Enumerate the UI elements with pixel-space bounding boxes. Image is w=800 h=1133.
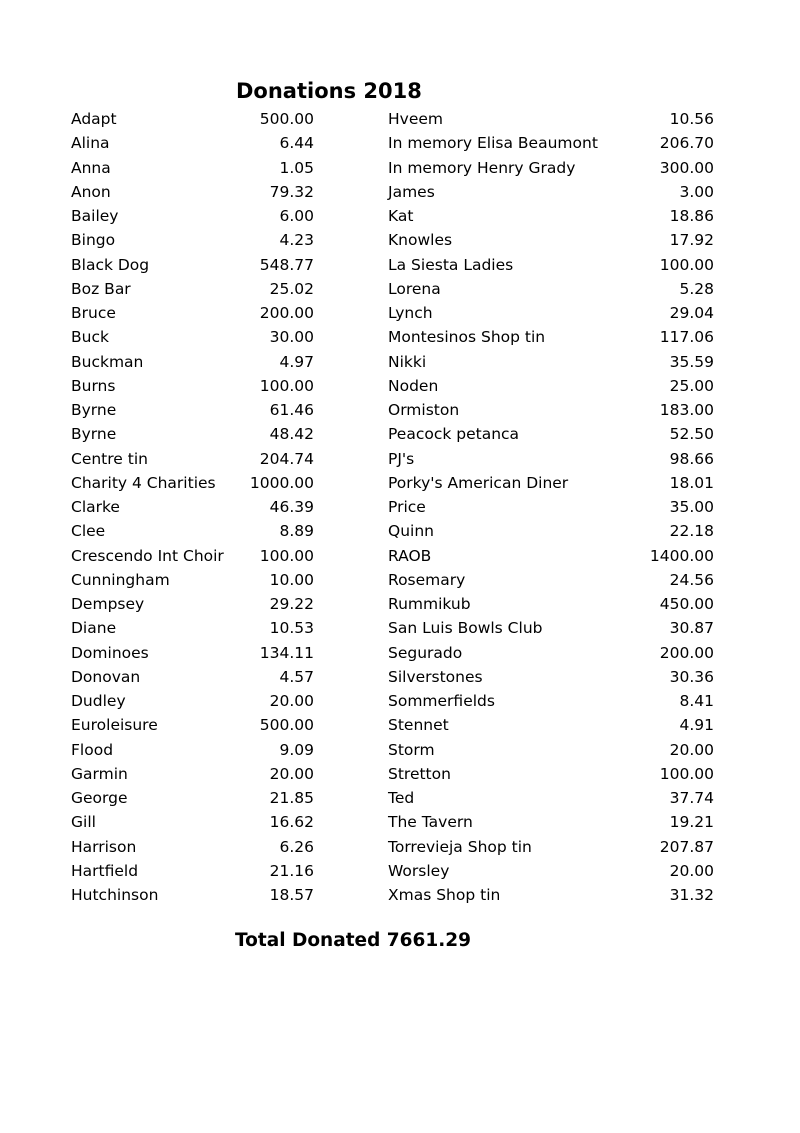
donor-name: Diane [71,619,117,638]
donation-amount: 19.21 [669,813,714,832]
donation-amount: 52.50 [669,425,714,444]
donation-row [388,568,714,592]
donation-row [388,689,714,713]
donation-amount: 1400.00 [649,546,714,565]
donor-name: Centre tin [71,449,148,468]
donation-row [71,786,314,810]
donation-amount: 61.46 [269,401,314,419]
donor-name: Stennet [388,716,449,735]
donations-list-right [388,107,714,907]
donation-row [71,471,314,495]
donor-name: Flood [71,740,114,759]
donor-name: Porky's American Diner [388,473,569,492]
donation-amount: 10.00 [269,570,314,589]
donation-amount: 200.00 [659,643,714,662]
donation-row [388,471,714,495]
donation-amount: 20.00 [269,764,314,783]
donor-name: Adapt [71,110,117,128]
donation-row [388,277,714,301]
donor-name: La Siesta Ladies [388,255,514,274]
donation-amount: 25.00 [669,376,714,395]
donation-row [388,228,714,252]
donations-list-left [71,107,314,907]
donation-amount: 6.26 [279,837,314,856]
donation-amount: 100.00 [659,255,714,274]
donor-name: Torrevieja Shop tin [388,837,532,856]
donation-amount: 10.53 [269,619,314,638]
donation-row [388,665,714,689]
donation-amount: 134.11 [259,643,314,662]
donation-amount: 30.36 [669,667,714,686]
donation-amount: 500.00 [259,716,314,735]
donor-name: The Tavern [388,813,473,832]
donor-name: Worsley [388,861,450,880]
donor-name: Knowles [388,231,453,250]
donation-row [71,398,314,422]
donation-row [388,131,714,155]
donor-name: Nikki [388,352,427,371]
donation-row [71,325,314,349]
donation-amount: 1.05 [279,158,314,177]
donor-name: Clee [71,522,106,541]
donor-name: Hartfield [71,861,139,880]
donation-row [71,180,314,204]
donation-amount: 4.97 [279,352,314,371]
donation-row [71,447,314,471]
donation-row [71,544,314,568]
donation-amount: 200.00 [259,304,314,322]
donation-amount: 20.00 [669,861,714,880]
donor-name: Hveem [388,110,443,128]
donation-row [71,253,314,277]
donor-name: Anon [71,182,111,201]
donation-row [71,156,314,180]
donation-row [71,131,314,155]
donation-amount: 30.87 [669,619,714,638]
donation-row [71,810,314,834]
donation-row [71,228,314,252]
donor-name: Black Dog [71,255,150,274]
donor-name: Anna [71,158,111,177]
donor-name: Segurado [388,643,463,662]
donation-amount: 24.56 [669,570,714,589]
donation-amount: 5.28 [679,279,714,298]
donation-row [71,713,314,737]
donation-amount: 300.00 [659,158,714,177]
donation-row [71,495,314,519]
donor-name: Bailey [71,207,119,225]
donation-amount: 4.57 [279,667,314,686]
donor-name: Clarke [71,498,120,516]
donation-row [388,713,714,737]
donor-name: Dominoes [71,643,149,662]
donor-name: Burns [71,376,116,395]
donation-row [71,422,314,446]
donation-amount: 35.59 [669,352,714,371]
donation-amount: 18.86 [669,207,714,225]
donor-name: Noden [388,376,439,395]
donor-name: Bruce [71,304,116,322]
donor-name: Byrne [71,401,117,419]
donor-name: Buckman [71,352,144,371]
donation-amount: 18.01 [669,473,714,492]
donor-name: Cunningham [71,570,170,589]
donation-row [388,592,714,616]
donation-amount: 100.00 [259,546,314,565]
donation-amount: 29.04 [669,304,714,322]
donation-amount: 79.32 [269,182,314,201]
donor-name: Alina [71,134,110,153]
donation-amount: 206.70 [659,134,714,153]
donation-row [71,301,314,325]
donation-amount: 207.87 [659,837,714,856]
donor-name: Bingo [71,231,116,250]
donation-amount: 18.57 [269,886,314,904]
donor-name: Rummikub [388,595,471,613]
donation-amount: 4.91 [679,716,714,735]
donation-row [388,398,714,422]
donor-name: Donovan [71,667,141,686]
donation-amount: 21.85 [269,789,314,807]
donation-amount: 22.18 [669,522,714,541]
donation-row [388,519,714,543]
donation-row [71,641,314,665]
donor-name: James [388,182,435,201]
donation-row [388,350,714,374]
donation-row [388,641,714,665]
donation-row [71,859,314,883]
donor-name: Dempsey [71,595,145,613]
donation-amount: 4.23 [279,231,314,250]
donation-amount: 8.41 [679,692,714,710]
donor-name: Lorena [388,279,441,298]
donor-name: Charity 4 Charities [71,473,216,492]
donation-amount: 20.00 [269,692,314,710]
donation-row [71,374,314,398]
donor-name: San Luis Bowls Club [388,619,543,638]
donation-amount: 100.00 [259,376,314,395]
donation-amount: 100.00 [659,764,714,783]
donor-name: Euroleisure [71,716,158,735]
donation-amount: 31.32 [669,886,714,904]
donor-name: Dudley [71,692,126,710]
donor-name: Storm [388,740,435,759]
page-title: Donations 2018 [236,79,422,103]
donation-amount: 6.44 [279,134,314,153]
donation-amount: 204.74 [259,449,314,468]
donation-row [388,786,714,810]
donation-row [71,835,314,859]
donor-name: Montesinos Shop tin [388,328,546,347]
donation-amount: 16.62 [269,813,314,832]
donation-amount: 46.39 [269,498,314,516]
donation-row [388,180,714,204]
donation-amount: 21.16 [269,861,314,880]
donation-row [71,883,314,907]
donation-row [388,204,714,228]
donation-amount: 117.06 [659,328,714,347]
donor-name: Garmin [71,764,128,783]
donor-name: Harrison [71,837,137,856]
donation-amount: 48.42 [269,425,314,444]
donation-row [71,519,314,543]
donor-name: Ted [388,789,415,807]
donation-amount: 30.00 [269,328,314,347]
donation-row [388,544,714,568]
donor-name: Sommerfields [388,692,495,710]
donation-row [388,301,714,325]
donation-amount: 3.00 [679,182,714,201]
donation-amount: 548.77 [259,255,314,274]
donation-row [388,859,714,883]
donor-name: Hutchinson [71,886,159,904]
donor-name: Price [388,498,426,516]
donation-row [71,665,314,689]
donor-name: In memory Elisa Beaumont [388,134,598,153]
donation-amount: 17.92 [669,231,714,250]
donation-row [388,156,714,180]
donation-amount: 9.09 [279,740,314,759]
donor-name: Buck [71,328,109,347]
donation-row [71,592,314,616]
donor-name: Ormiston [388,401,460,419]
donation-row [388,422,714,446]
donor-name: George [71,789,128,807]
donor-name: Rosemary [388,570,466,589]
donor-name: Gill [71,813,96,832]
donor-name: Peacock petanca [388,425,520,444]
donor-name: RAOB [388,546,432,565]
donation-row [388,325,714,349]
donation-row [71,107,314,131]
donation-row [388,835,714,859]
donation-row [388,107,714,131]
donor-name: Stretton [388,764,451,783]
donation-row [388,495,714,519]
donation-row [388,762,714,786]
donation-row [71,350,314,374]
donation-amount: 29.22 [269,595,314,613]
donation-row [388,738,714,762]
donor-name: In memory Henry Grady [388,158,576,177]
donation-amount: 500.00 [259,110,314,128]
donation-amount: 6.00 [279,207,314,225]
donation-row [388,810,714,834]
donation-amount: 8.89 [279,522,314,541]
donor-name: Xmas Shop tin [388,886,501,904]
donor-name: Silverstones [388,667,483,686]
donation-amount: 183.00 [659,401,714,419]
donation-amount: 98.66 [669,449,714,468]
donation-row [388,253,714,277]
donor-name: Kat [388,207,414,225]
donor-name: Crescendo Int Choir [71,546,224,565]
donor-name: PJ's [388,449,415,468]
donation-row [71,738,314,762]
donation-amount: 25.02 [269,279,314,298]
donation-amount: 35.00 [669,498,714,516]
donation-row [71,568,314,592]
donation-amount: 10.56 [669,110,714,128]
donation-row [71,689,314,713]
donation-amount: 1000.00 [249,473,314,492]
donation-amount: 450.00 [659,595,714,613]
donor-name: Boz Bar [71,279,131,298]
donor-name: Lynch [388,304,433,322]
donation-row [388,883,714,907]
donation-row [71,204,314,228]
donation-row [388,374,714,398]
donation-amount: 37.74 [669,789,714,807]
donation-row [71,762,314,786]
donation-row [71,616,314,640]
donation-row [388,447,714,471]
donor-name: Byrne [71,425,117,444]
donation-amount: 20.00 [669,740,714,759]
total-donated: Total Donated 7661.29 [235,930,472,951]
donation-row [388,616,714,640]
donation-row [71,277,314,301]
donor-name: Quinn [388,522,434,541]
